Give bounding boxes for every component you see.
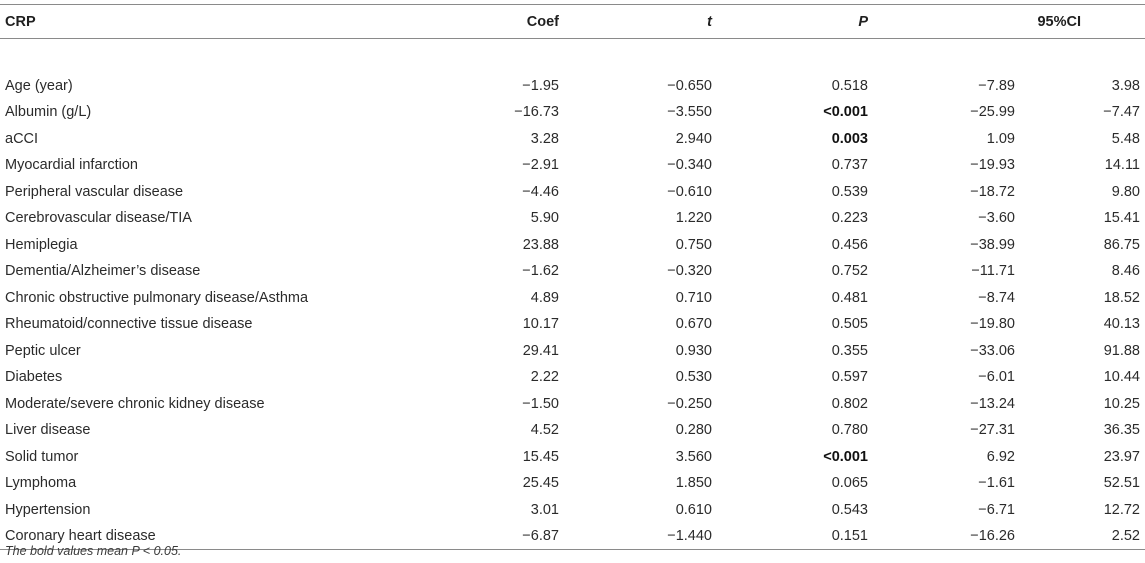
header-t: t [564, 5, 717, 39]
table-header-row [0, 5, 1145, 39]
t-cell: 1.220 [675, 210, 712, 227]
table-row [0, 205, 1145, 232]
t-cell: 0.280 [675, 422, 712, 439]
row-label: Cerebrovascular disease/TIA [5, 210, 192, 227]
coef-cell: 3.28 [530, 130, 559, 147]
p-value-cell: 0.780 [831, 422, 868, 439]
header-p: P [717, 5, 873, 39]
ci-lower-cell: −27.31 [970, 422, 1015, 439]
row-label: Age (year) [5, 77, 73, 94]
ci-upper-cell: 23.97 [1103, 448, 1140, 465]
table-row [0, 73, 1145, 100]
crp-regression-table [0, 4, 1145, 550]
t-cell: 0.670 [675, 316, 712, 333]
p-value-cell: 0.597 [831, 369, 868, 386]
p-value-cell: 0.151 [717, 523, 873, 550]
p-value-cell: 0.481 [831, 289, 868, 306]
t-cell: 0.930 [675, 342, 712, 359]
coef-cell: 23.88 [522, 236, 559, 253]
ci-upper-cell: 36.35 [1103, 422, 1140, 439]
table-row [0, 338, 1145, 365]
t-cell: 0.530 [675, 369, 712, 386]
p-value-cell: 0.539 [831, 183, 868, 200]
t-cell: 2.940 [675, 130, 712, 147]
coef-cell: −6.87 [408, 523, 564, 550]
coef-cell: 29.41 [522, 342, 559, 359]
ci-upper-cell: 10.44 [1103, 369, 1140, 386]
table-row [0, 152, 1145, 179]
ci-upper-cell: 86.75 [1103, 236, 1140, 253]
row-label: Diabetes [5, 369, 63, 386]
ci-lower-cell: −18.72 [970, 183, 1015, 200]
ci-upper-cell: 10.25 [1103, 395, 1140, 412]
ci-lower-cell: −6.71 [978, 501, 1015, 518]
ci-upper-cell: 18.52 [1103, 289, 1140, 306]
ci-lower-cell: −6.01 [978, 369, 1015, 386]
header-coef: Coef [408, 5, 564, 39]
coef-cell: 3.01 [530, 501, 559, 518]
header-95ci: 95%CI [873, 5, 1145, 39]
ci-lower-cell: 6.92 [986, 448, 1015, 465]
coef-cell: 2.22 [530, 369, 559, 386]
coef-cell: −4.46 [522, 183, 559, 200]
ci-upper-cell: 91.88 [1103, 342, 1140, 359]
t-cell: −3.550 [667, 104, 712, 121]
ci-lower-cell: −19.80 [970, 316, 1015, 333]
t-cell: −0.250 [667, 395, 712, 412]
ci-upper-cell: 2.52 [1020, 523, 1145, 550]
coef-cell: 5.90 [530, 210, 559, 227]
ci-lower-cell: −25.99 [970, 104, 1015, 121]
row-label: Liver disease [5, 422, 91, 439]
ci-upper-cell: 3.98 [1111, 77, 1140, 94]
p-value-cell: 0.355 [831, 342, 868, 359]
row-label: Hypertension [5, 501, 91, 518]
ci-upper-cell: 15.41 [1103, 210, 1140, 227]
table-row [0, 311, 1145, 338]
row-label: aCCI [5, 130, 39, 147]
table-row [0, 258, 1145, 285]
table-footnote: The bold values mean P < 0.05. [5, 544, 182, 558]
t-cell: 1.850 [675, 475, 712, 492]
row-label: Moderate/severe chronic kidney disease [5, 395, 265, 412]
table-row [0, 497, 1145, 524]
t-cell: 0.610 [675, 501, 712, 518]
ci-upper-cell: 40.13 [1103, 316, 1140, 333]
row-label: Peptic ulcer [5, 342, 81, 359]
header-crp: CRP [0, 5, 408, 39]
regression-table-container [0, 4, 1145, 550]
p-value-cell: 0.456 [831, 236, 868, 253]
ci-upper-cell: 14.11 [1104, 157, 1140, 174]
row-label: Chronic obstructive pulmonary disease/Asthma [5, 289, 309, 306]
t-cell: −0.340 [667, 157, 712, 174]
coef-cell: 25.45 [522, 475, 559, 492]
ci-lower-cell: −33.06 [970, 342, 1015, 359]
row-label: Albumin (g/L) [5, 104, 92, 121]
coef-cell: −2.91 [522, 157, 559, 174]
p-value-cell: 0.223 [831, 210, 868, 227]
p-value-cell: 0.752 [831, 263, 868, 280]
t-cell: 0.710 [675, 289, 712, 306]
table-row [0, 99, 1145, 126]
table-row [0, 179, 1145, 206]
p-value-cell: 0.802 [831, 395, 868, 412]
p-value-cell: <0.001 [823, 104, 868, 121]
ci-upper-cell: 12.72 [1103, 501, 1140, 518]
coef-cell: 15.45 [522, 448, 559, 465]
row-label: Dementia/Alzheimer’s disease [5, 263, 201, 280]
row-label: Hemiplegia [5, 236, 78, 253]
t-cell: 0.750 [675, 236, 712, 253]
ci-lower-cell: 1.09 [986, 130, 1015, 147]
ci-upper-cell: 9.80 [1111, 183, 1140, 200]
ci-lower-cell: −13.24 [970, 395, 1015, 412]
t-cell: −1.440 [564, 523, 717, 550]
table-row [0, 285, 1145, 312]
row-label: Myocardial infarction [5, 157, 138, 174]
ci-upper-cell: 5.48 [1111, 130, 1140, 147]
table-row [0, 444, 1145, 471]
ci-lower-cell: −16.26 [873, 523, 1020, 550]
t-cell: −0.610 [667, 183, 712, 200]
coef-cell: −1.95 [522, 77, 559, 94]
ci-upper-cell: 8.46 [1111, 263, 1140, 280]
table-body [0, 73, 1145, 550]
ci-lower-cell: −1.61 [978, 475, 1015, 492]
t-cell: −0.320 [667, 263, 712, 280]
table-row [0, 232, 1145, 259]
row-label: Solid tumor [5, 448, 79, 465]
p-value-cell: 0.003 [831, 130, 868, 147]
ci-lower-cell: −8.74 [978, 289, 1015, 306]
row-label: Coronary heart disease [0, 523, 408, 550]
coef-cell: 4.89 [530, 289, 559, 306]
ci-lower-cell: −38.99 [970, 236, 1015, 253]
ci-upper-cell: 52.51 [1103, 475, 1140, 492]
p-value-cell: 0.518 [831, 77, 868, 94]
row-label: Peripheral vascular disease [5, 183, 184, 200]
p-value-cell: 0.737 [831, 157, 868, 174]
coef-cell: 4.52 [530, 422, 559, 439]
ci-lower-cell: −11.71 [971, 263, 1015, 280]
p-value-cell: <0.001 [823, 448, 868, 465]
ci-lower-cell: −19.93 [970, 157, 1015, 174]
coef-cell: −16.73 [514, 104, 559, 121]
table-row [0, 417, 1145, 444]
coef-cell: −1.62 [522, 263, 559, 280]
table-row [0, 470, 1145, 497]
row-label: Rheumatoid/connective tissue disease [5, 316, 253, 333]
table-row [0, 391, 1145, 418]
coef-cell: −1.50 [522, 395, 559, 412]
ci-lower-cell: −7.89 [978, 77, 1015, 94]
t-cell: −0.650 [667, 77, 712, 94]
p-value-cell: 0.543 [831, 501, 868, 518]
row-label: Lymphoma [5, 475, 77, 492]
ci-lower-cell: −3.60 [978, 210, 1015, 227]
table-row [0, 364, 1145, 391]
table-row [0, 126, 1145, 153]
ci-upper-cell: −7.47 [1103, 104, 1140, 121]
t-cell: 3.560 [675, 448, 712, 465]
p-value-cell: 0.505 [831, 316, 868, 333]
coef-cell: 10.17 [522, 316, 559, 333]
p-value-cell: 0.065 [831, 475, 868, 492]
